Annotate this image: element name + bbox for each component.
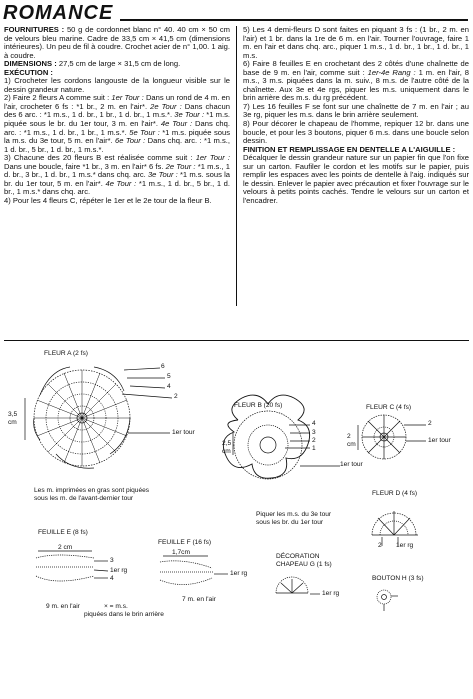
flower-a-label: FLEUR A (2 fs) xyxy=(44,350,88,357)
finishing-heading: FINITION ET REMPLISSAGE EN DENTELLE A L'AIGUILLE : xyxy=(243,144,456,154)
materials-text: 50 g de cordonnet blanc n° 40. 40 cm × 50 cm de velours bleu marine. Cadre de 33,5 cm × 41,5 cm (dimensions intérieures). Un peu de fil à coudre. Crochet acier de n° 1,00. 1 aig. à coudre. xyxy=(4,25,230,60)
leaf-e-note-back-loop: piquées dans le brin arrière xyxy=(84,611,164,618)
flower-a-round-6: 6 xyxy=(161,363,165,370)
button-h-diagram xyxy=(377,590,398,611)
flower-c-dimension: 2 cm xyxy=(347,433,356,448)
flower-d-label: FLEUR D (4 fs) xyxy=(372,490,418,497)
materials-label: FOURNITURES : xyxy=(4,25,65,34)
flower-b-round-1: 1 xyxy=(312,445,316,452)
step-2: 2) Faire 2 fleurs A comme suit : 1er Tour : Dans un rond de 4 m. en l'air, crocheter 6 fs : *1 br., 2 m. en l'air*. 2e Tour : Dans chacun des 6 arc. : *1 m.s., 1 d. br., 1 br., 1 d. br., 1 m.s.*. 3e Tour : *1 m.s. piquée sous le br. du 1er tour, 3 m. en l'air*. 4e Tour : Dans chq. arc. : *1 m.s., 1 d. br., 1 br., 1 m.s.*. 5e Tour : *1 m.s. piquée sous la m.s. du 3e tour, 5 m. en l'air*. 6e Tour : Dans chq. arc. : *1 m.s., 1 d. br., 5 br., 1 d. br., 1 m.s.*. xyxy=(4,93,231,154)
leaf-f-diagram xyxy=(160,556,228,585)
flower-b-note-1: Piquer les m.s. du 3e tour xyxy=(256,511,332,518)
flower-b-round-2: 2 xyxy=(312,437,316,444)
flower-b-note-2: sous les br. du 1er tour xyxy=(256,519,324,526)
leaf-f-label: FEUILLE F (16 fs) xyxy=(158,539,212,546)
flower-b-round-3: 3 xyxy=(312,429,316,436)
flower-d-first-row: 1er rg xyxy=(396,542,414,549)
flower-d-row-2: 2 xyxy=(378,542,382,549)
flower-a-round-2: 2 xyxy=(174,393,178,400)
step-1: 1) Crocheter les cordons langouste de la longueur visible sur le dessin grandeur nature. xyxy=(4,76,230,94)
step-5: 5) Les 4 demi-fleurs D sont faites en piquant 3 fs : (1 br., 2 m. en l'air) et 1 br. dans la 1re de 6 m. en l'air. Tourner l'ouvrage, faire 1 m. en l'air et dans chq. arc., piquer 1 m.s., 1 d. br., 1 br., 1 d. br., 1 m.s. xyxy=(243,25,469,60)
hat-decoration-label: DÉCORATION xyxy=(276,553,320,560)
finishing-text: Décalquer le dessin grandeur nature sur un papier fin que l'on fixe sur un carton. Faufiler le cordon et les motifs sur le papier, puis remplir les espaces avec les points de dentelle à l'aig. indiqués sur le dessin. Enlever le papier avec précaution et fixer l'ouvrage sur le velours à petits points cachés. Tendre le velours sur un carton et l'encadrer. xyxy=(243,153,469,205)
flower-d-diagram xyxy=(372,511,418,546)
leaf-e-row-4: 4 xyxy=(110,575,114,582)
flower-c-label: FLEUR C (4 fs) xyxy=(366,404,412,411)
flower-a-first-round: 1er tour xyxy=(172,429,195,436)
flower-b-label: FLEUR B (20 fs) xyxy=(234,402,283,409)
flower-b-dimension: 2,5 cm xyxy=(222,440,232,455)
step-3: 3) Chacune des 20 fleurs B est réalisée comme suit : 1er Tour : Dans une boucle, faire *1 br., 3 m. en l'air* 6 fs. 2e Tour : *1 m.s., 1 d. br., 3 br., 1 d. br., 1 m.s.* dans chq. arc. 3e Tour : *1 m.s. sous la br. du 1er tour, 5 m. en l'air*. 4e Tour : *1 m.s., 1 d. br., 5 br., 1 d. br., 1 m.s.* dans chq. arc. xyxy=(4,153,231,197)
step-4: 4) Pour les 4 fleurs C, répéter le 1er et le 2e tour de la fleur B. xyxy=(4,195,212,205)
leaf-e-note-stitch: × = m.s. xyxy=(104,603,128,610)
flower-c-first-round: 1er tour xyxy=(428,437,451,444)
leaf-e-row-3: 3 xyxy=(110,557,114,564)
leaf-e-diagram xyxy=(36,551,108,581)
flower-a-round-4: 4 xyxy=(167,383,171,390)
flower-a-dimension: 3,5 cm xyxy=(8,411,18,426)
flower-a-diagram xyxy=(25,367,172,468)
flower-b-round-4: 4 xyxy=(312,420,316,427)
leaf-f-dimension: 1,7cm xyxy=(172,549,190,556)
leaf-e-note-chain: 9 m. en l'air xyxy=(46,603,80,610)
flower-b-first-round: 1er tour xyxy=(340,461,363,468)
leaf-f-note: 7 m. en l'air xyxy=(182,596,216,603)
hat-g-label: CHAPEAU G (1 fs) xyxy=(276,561,332,568)
flower-a-round-5: 5 xyxy=(167,373,171,380)
leaf-e-first-row: 1er rg xyxy=(110,567,128,574)
step-7: 7) Les 16 feuilles F se font sur une chaînette de 7 m. en l'air ; au 3e rg, piquer les m.s. dans le brin arrière seulement. xyxy=(243,101,469,120)
hat-g-first-row: 1er rg xyxy=(322,590,340,597)
step-6: 6) Faire 8 feuilles E en crochetant des 2 côtés d'une chaînette de base de 9 m. en l'air, comme suit : 1er-4e Rang : 1 m. en l'air, 8 m.s., 3 m.s. piquées dans la m. suiv., 8 m.s. de l'autre côté de la chaînette. Aux 3e et 4e rgs, piquer les m.s. uniquement dans le brin arrière des m.s. du rg précédent. xyxy=(243,59,469,103)
dimensions-label: DIMENSIONS : xyxy=(4,59,57,69)
leaf-e-label: FEUILLE E (8 fs) xyxy=(38,529,88,536)
flower-c-round-2: 2 xyxy=(428,420,432,427)
leaf-f-first-row: 1er rg xyxy=(230,570,248,577)
page-title: ROMANCE xyxy=(3,2,114,24)
step-8: 8) Pour décorer le chapeau de l'homme, repiquer 12 br. dans une boucle, et pour les 3 boutons, piquer 6 m.s. dans une boucle selon dessin. xyxy=(243,119,469,146)
leaf-e-dimension: 2 cm xyxy=(58,544,73,551)
flower-a-note-2: sous les m. de l'avant-dernier tour xyxy=(34,495,134,502)
flower-c-diagram xyxy=(358,415,426,459)
hat-g-diagram xyxy=(276,577,320,594)
button-h-label: BOUTON H (3 fs) xyxy=(372,575,424,582)
dimensions-text: 27,5 cm de large × 31,5 cm de long. xyxy=(58,59,181,69)
execution-label: EXÉCUTION : xyxy=(4,67,53,77)
flower-a-note-1: Les m. imprimées en gras sont piquées xyxy=(34,487,150,494)
